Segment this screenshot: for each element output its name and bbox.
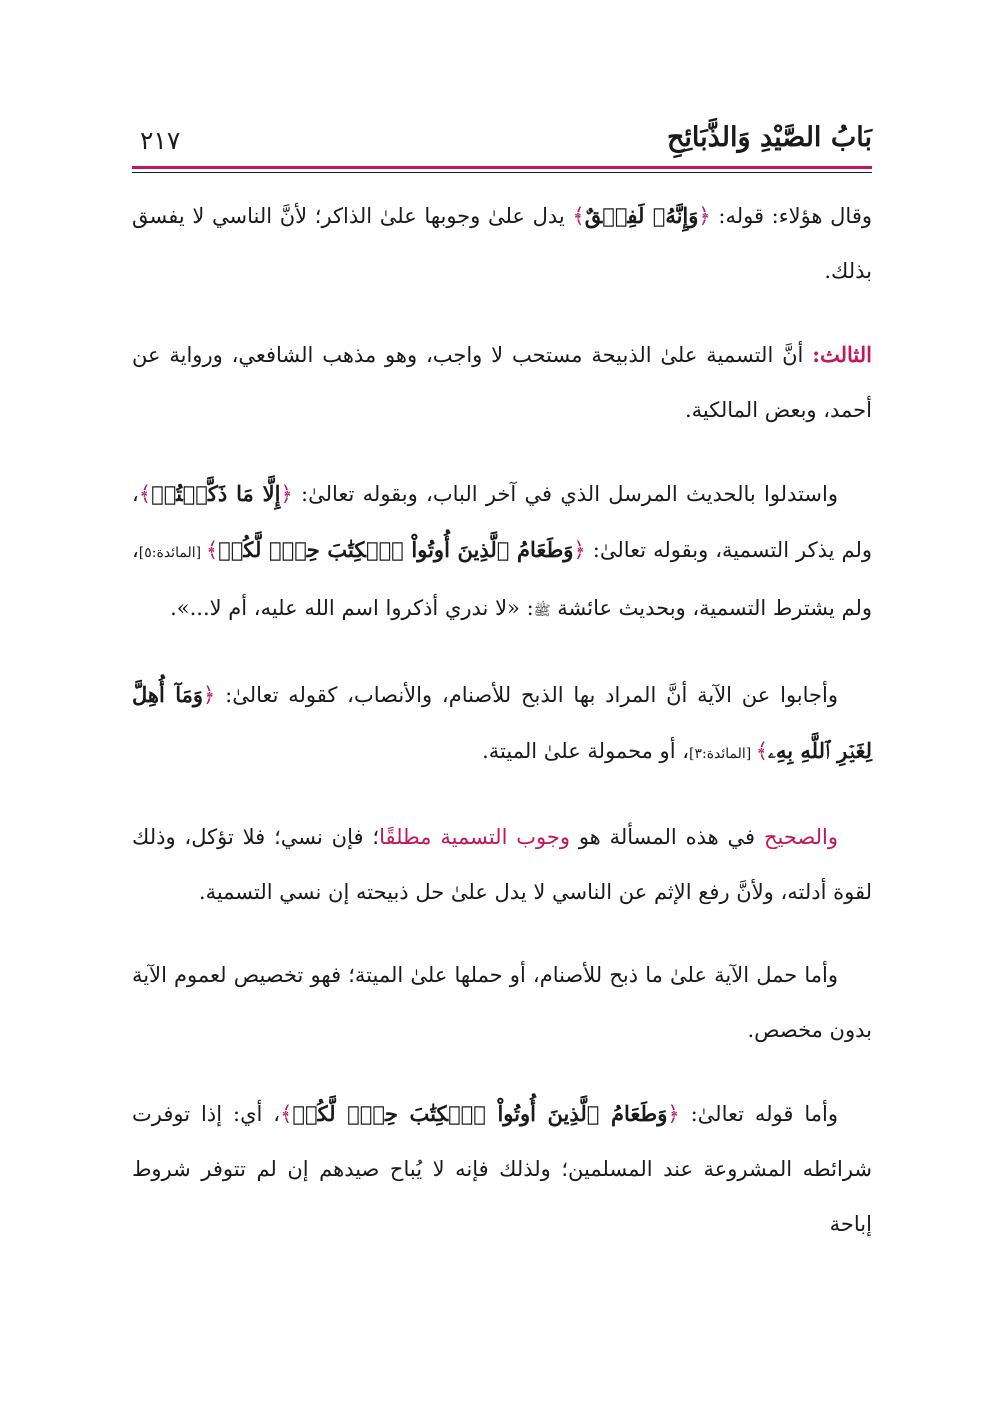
- paragraph-4: [132, 667, 872, 782]
- page-header: [132, 118, 872, 166]
- quran-verse: وَمَآ أُهِلَّ لِغَيۡرِ ٱللَّهِ بِهِۦ: [132, 682, 872, 763]
- quran-bracket-open: ﴿: [203, 683, 216, 707]
- paragraph-5: [132, 810, 872, 920]
- paragraph-3: [132, 466, 872, 639]
- text: ؛ فإن نسي؛ فلا تؤكل، وذلك لقوة أدلته، ولأنَّ رفع الإثم عن الناسي لا يدل علىٰ حل ذبيحته إن نسي التسمية.: [132, 825, 872, 904]
- verse-reference: [المائدة:٣]: [688, 746, 756, 762]
- honorific-glyph: ﷺ: [533, 603, 551, 619]
- paragraph-7: [132, 1086, 872, 1252]
- section-label: الثالث:: [812, 342, 872, 367]
- text: ، ولم يشترط التسمية، وبحديث عائشة: [132, 538, 872, 620]
- text: ، أو محمولة علىٰ الميتة.: [482, 739, 689, 763]
- text: واستدلوا بالحديث المرسل الذي في آخر الباب، وبقوله تعالىٰ:: [292, 482, 838, 506]
- paragraph-1: [132, 188, 872, 299]
- highlighted-text: وجوب التسمية مطلقًا: [379, 825, 570, 849]
- header-rule-accent: [132, 166, 872, 169]
- quran-bracket-close: ﴾: [572, 204, 585, 228]
- header-rule: [132, 172, 872, 173]
- quran-bracket-open: ﴿: [667, 1102, 680, 1126]
- quran-bracket-open: ﴿: [698, 204, 711, 228]
- text: وأما حمل الآية علىٰ ما ذبح للأصنام، أو حملها علىٰ الميتة؛ فهو تخصيص لعموم الآية بدون مخصص.: [132, 963, 872, 1042]
- quran-verse: وَطَعَامُ ٱلَّذِينَ أُوتُواْ ٱلۡكِتَٰبَ حِلّٞ لَّكُمۡ: [218, 537, 574, 562]
- section-label: والصحيح: [763, 825, 838, 849]
- quran-bracket-close: ﴾: [755, 739, 769, 763]
- quran-bracket-close: ﴾: [205, 538, 219, 562]
- running-title: بَابُ الصَّيْدِ وَالذَّبَائِحِ: [666, 122, 872, 153]
- text: أنَّ التسمية علىٰ الذبيحة مستحب لا واجب، وهو مذهب الشافعي، ورواية عن أحمد، وبعض المالكية.: [132, 343, 872, 422]
- paragraph-6: [132, 948, 872, 1058]
- text: في هذه المسألة هو: [569, 825, 764, 849]
- verse-reference: [المائدة:٥]: [138, 545, 206, 561]
- text: ، أي: إذا توفرت شرائطه المشروعة عند المسلمين؛ ولذلك فإنه لا يُباح صيدهم إن لم تتوفر شروط إباحة: [132, 1102, 872, 1236]
- page-body: [132, 188, 872, 1280]
- text: وأما قوله تعالىٰ:: [679, 1102, 838, 1126]
- quran-bracket-close: ﴾: [280, 1102, 293, 1126]
- quran-verse: وَطَعَامُ ٱلَّذِينَ أُوتُواْ ٱلۡكِتَٰبَ حِلّٞ لَّكُمۡ: [292, 1101, 668, 1126]
- page-number: ٢١٧: [140, 126, 181, 155]
- quran-bracket-close: ﴾: [138, 482, 152, 506]
- text: وقال هؤلاء: قوله:: [710, 204, 873, 228]
- text: ، ولم يذكر التسمية، وبقوله تعالىٰ:: [132, 482, 872, 562]
- paragraph-2: [132, 327, 872, 438]
- quran-verse: وَإِنَّهُۥ لَفِسۡقٌ: [584, 203, 699, 228]
- text: : «لا ندري أذكروا اسم الله عليه، أم لا...».: [170, 596, 534, 620]
- quran-bracket-open: ﴿: [573, 538, 586, 562]
- quran-bracket-open: ﴿: [280, 482, 293, 506]
- quran-verse: إِلَّا مَا ذَكَّيۡتُمۡ: [151, 481, 281, 506]
- text: وأجابوا عن الآية أنَّ المراد بها الذبح للأصنام، والأنصاب، كقوله تعالىٰ:: [215, 683, 838, 707]
- text: يدل علىٰ وجوبها علىٰ الذاكر؛ لأنَّ الناسي لا يفسق بذلك.: [132, 204, 872, 283]
